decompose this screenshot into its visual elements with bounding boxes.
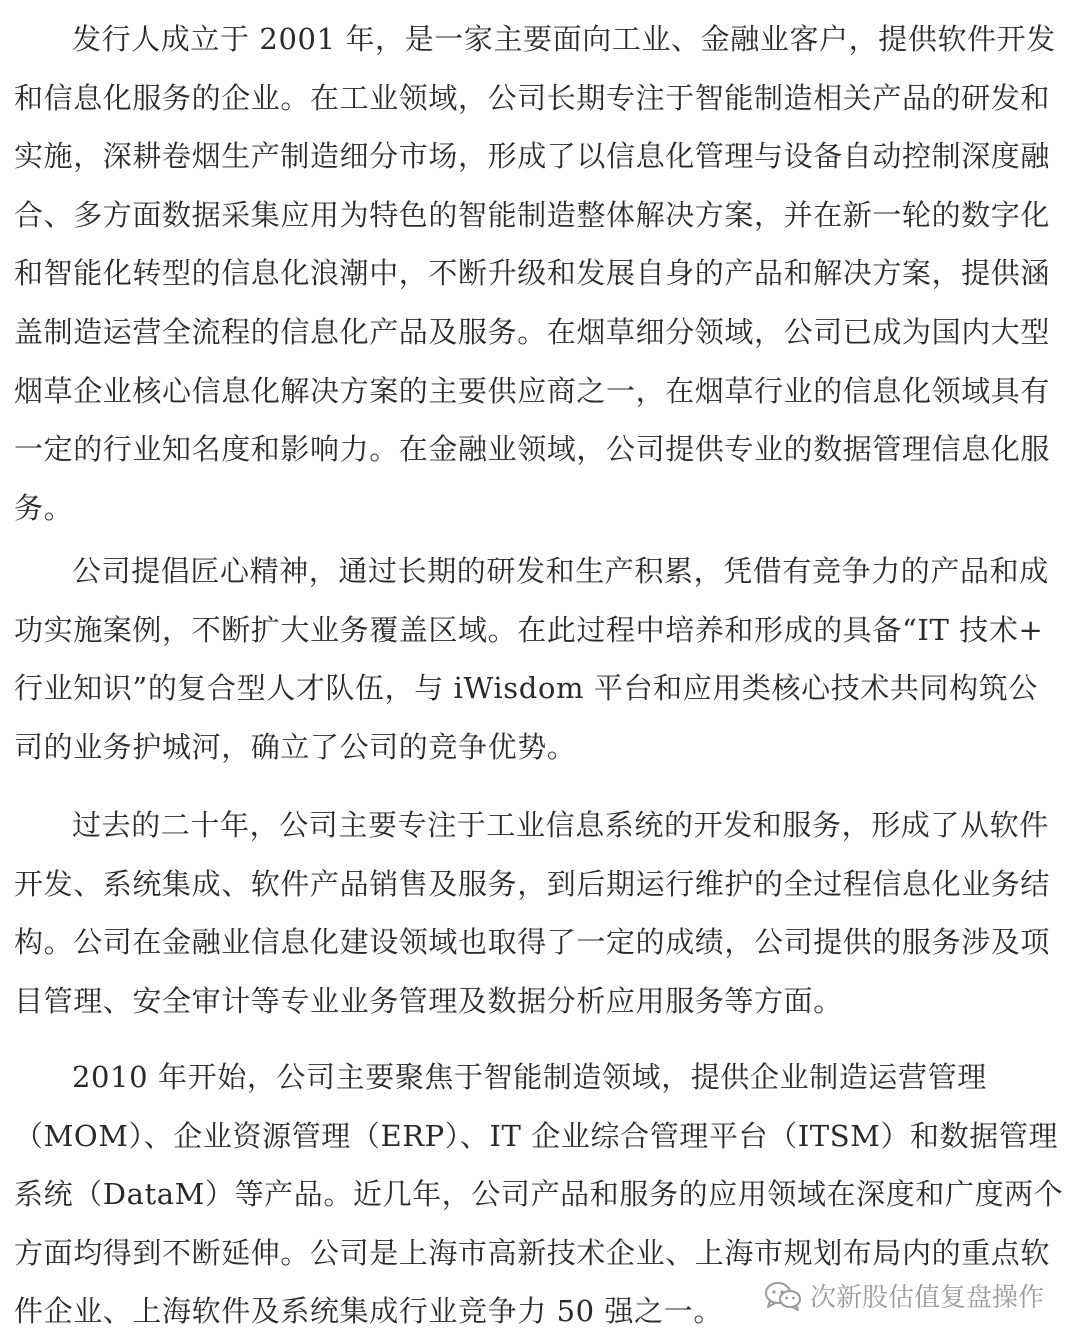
text-line: 务。 <box>14 490 74 525</box>
watermark-text: 次新股估值复盘操作 <box>809 1283 1044 1313</box>
text-line: 方面均得到不断延伸。公司是上海市高新技术企业、上海市规划布局内的重点软 <box>14 1235 1051 1270</box>
text-line: 件企业、上海软件及系统集成行业竞争力 50 强之一。 <box>14 1294 723 1329</box>
text-line: 司的业务护城河，确立了公司的竞争优势。 <box>14 729 577 764</box>
text-line: 过去的二十年，公司主要专注于工业信息系统的开发和服务，形成了从软件 <box>72 808 1049 842</box>
text-line: 和智能化转型的信息化浪潮中，不断升级和发展自身的产品和解决方案，提供涵 <box>14 256 1051 291</box>
text-line: 实施，深耕卷烟生产制造细分市场，形成了以信息化管理与设备自动控制深度融 <box>14 139 1051 174</box>
text-line: 系统（DataM）等产品。近几年，公司产品和服务的应用领域在深度和广度两个 <box>14 1177 1064 1212</box>
text-line: 公司提倡匠心精神，通过长期的研发和生产积累，凭借有竞争力的产品和成 <box>72 554 1049 588</box>
text-line: 2010 年开始，公司主要聚焦于智能制造领域，提供企业制造运营管理 <box>72 1060 987 1094</box>
text-line: 构。公司在金融业信息化建设领域也取得了一定的成绩，公司提供的服务涉及项 <box>14 925 1051 960</box>
text-line: 功实施案例，不断扩大业务覆盖区域。在此过程中培养和形成的具备“IT 技术+ <box>14 612 1044 647</box>
text-line: 发行人成立于 2001 年，是一家主要面向工业、金融业客户，提供软件开发 <box>72 22 1056 56</box>
text-line: 和信息化服务的企业。在工业领域，公司长期专注于智能制造相关产品的研发和 <box>14 80 1051 115</box>
paragraph-past-twenty-years <box>14 796 1072 1030</box>
text-line: 行业知识”的复合型人才队伍，与 iWisdom 平台和应用类核心技术共同构筑公 <box>14 671 1038 706</box>
text-line: 合、多方面数据采集应用为特色的智能制造整体解决方案，并在新一轮的数字化 <box>14 197 1051 232</box>
text-line: 目管理、安全审计等专业业务管理及数据分析应用服务等方面。 <box>14 983 843 1018</box>
paragraph-company-overview <box>14 10 1072 537</box>
text-line: 烟草企业核心信息化解决方案的主要供应商之一，在烟草行业的信息化领域具有 <box>14 373 1051 408</box>
text-line: 盖制造运营全流程的信息化产品及服务。在烟草细分领域，公司已成为国内大型 <box>14 314 1051 349</box>
text-line: 一定的行业知名度和影响力。在金融业领域，公司提供专业的数据管理信息化服 <box>14 432 1051 467</box>
paragraph-craftsmanship <box>14 542 1072 776</box>
wechat-icon <box>764 1281 802 1311</box>
text-line: 开发、系统集成、软件产品销售及服务，到后期运行维护的全过程信息化业务结 <box>14 866 1051 901</box>
text-line: （MOM）、企业资源管理（ERP）、IT 企业综合管理平台（ITSM）和数据管理 <box>14 1118 1059 1153</box>
watermark <box>764 1277 1044 1314</box>
